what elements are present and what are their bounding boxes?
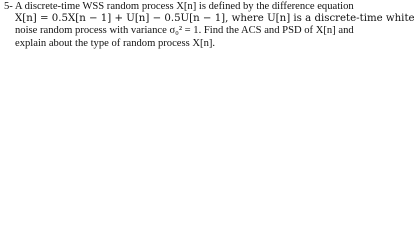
problem-number: 5- [4,1,13,12]
problem-statement [4,1,415,50]
problem-line-1 [4,1,354,13]
problem-line-3: noise random process with variance σ₀² = 1. Find the ACS and PSD of X[n] and [15,25,354,37]
problem-line-2: X[n] = 0.5X[n − 1] + U[n] − 0.5U[n − 1], where U[n] is a discrete-time white [15,13,415,25]
problem-text-line-1: A discrete-time WSS random process X[n] is defined by the difference equation [14,1,354,12]
problem-line-4: explain about the type of random process X[n]. [15,37,216,49]
